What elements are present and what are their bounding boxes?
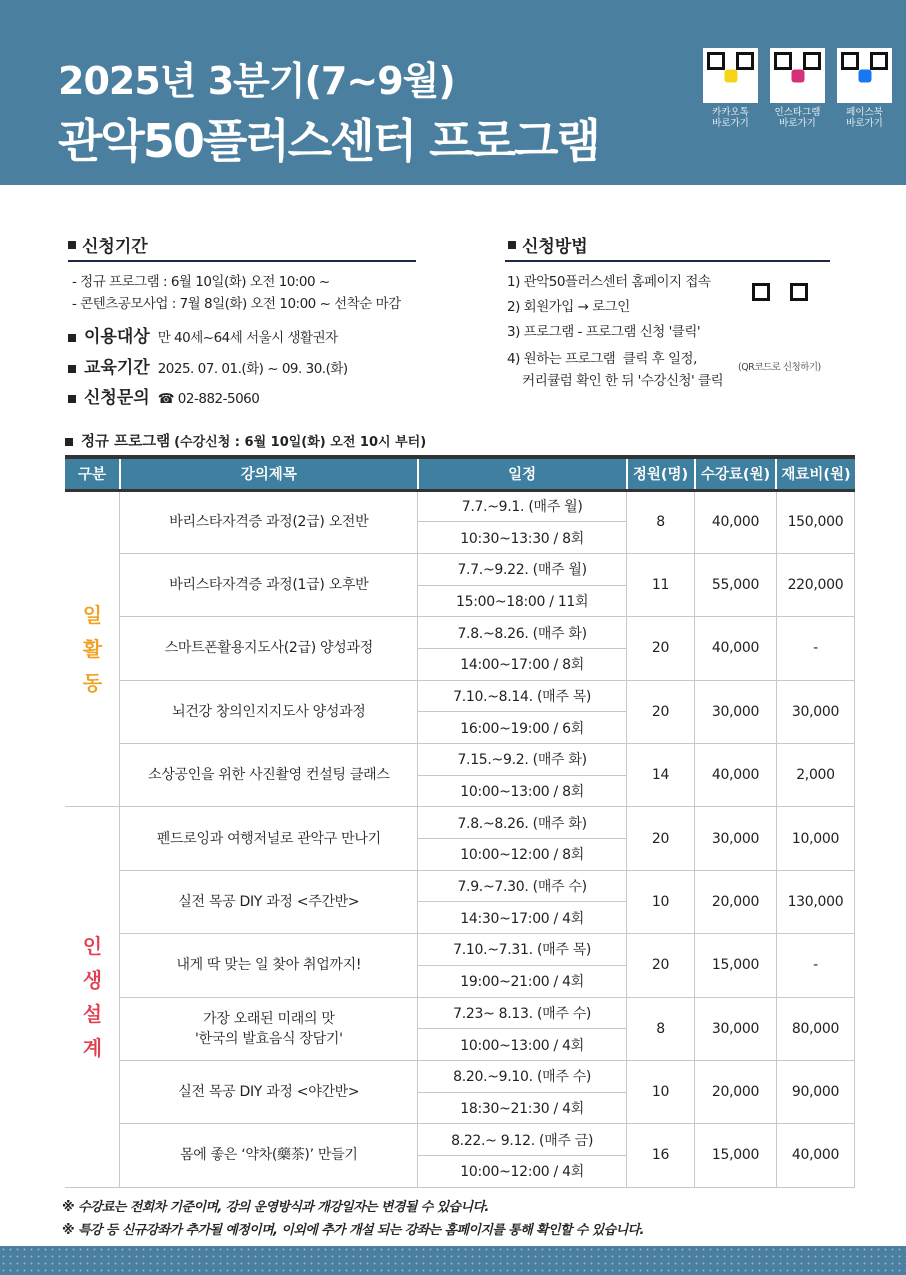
apply-step: 3) 프로그램 - 프로그램 신청 '클릭': [507, 324, 701, 340]
course-dates: 7.9.~7.30. (매주 수): [418, 870, 627, 902]
course-cap: 14: [627, 744, 695, 807]
qr-code[interactable]: [703, 48, 758, 103]
course-cap: 20: [627, 807, 695, 870]
bullet-icon: [68, 241, 76, 249]
course-time: 10:00~13:00 / 8회: [418, 775, 627, 807]
course-dates: 7.23~ 8.13. (매주 수): [418, 997, 627, 1029]
table-subtitle: (수강신청 : 6월 10일(화) 오전 10시 부터): [174, 435, 427, 450]
table-row: [65, 997, 855, 1029]
course-time: 10:00~13:00 / 4회: [418, 1029, 627, 1061]
course-cap: 8: [627, 997, 695, 1060]
course-title: 펜드로잉과 여행저널로 관악구 만나기: [120, 807, 418, 870]
course-dates: 7.7.~9.22. (매주 월): [418, 553, 627, 585]
course-cap: 20: [627, 934, 695, 997]
course-dates: 7.10.~7.31. (매주 목): [418, 934, 627, 966]
course-time: 14:00~17:00 / 8회: [418, 648, 627, 680]
facebook-icon: [858, 69, 871, 82]
course-dates: 7.7.~9.1. (매주 월): [418, 490, 627, 522]
course-cap: 11: [627, 553, 695, 616]
contact-phone[interactable]: ☎ 02-882-5060: [157, 391, 260, 407]
target-value: 만 40세~64세 서울시 생활권자: [157, 330, 338, 346]
course-cap: 16: [627, 1124, 695, 1187]
program-table: [65, 455, 855, 1188]
footer-band: [0, 1246, 906, 1275]
qr-label: 바로가기: [779, 118, 816, 129]
bullet-icon: [508, 241, 516, 249]
qr-link-instagram[interactable]: [770, 48, 825, 129]
table-row: [65, 617, 855, 649]
course-title: 바리스타자격증 과정(2급) 오전반: [120, 490, 418, 553]
course-mat: -: [776, 934, 854, 997]
qr-links: [703, 48, 892, 129]
column-header: 일정: [418, 457, 627, 490]
course-mat: 220,000: [776, 553, 854, 616]
course-mat: -: [776, 617, 854, 680]
course-time: 18:30~21:30 / 4회: [418, 1092, 627, 1124]
table-row: [65, 490, 855, 522]
course-dates: 7.15.~9.2. (매주 화): [418, 744, 627, 776]
bullet-icon: [68, 365, 76, 373]
table-row: [65, 680, 855, 712]
course-fee: 40,000: [695, 490, 777, 553]
heading-text: 신청기간: [82, 237, 148, 257]
course-dates: 7.8.~8.26. (매주 화): [418, 807, 627, 839]
course-time: 14:30~17:00 / 4회: [418, 902, 627, 934]
qr-code[interactable]: [837, 48, 892, 103]
course-time: 16:00~19:00 / 6회: [418, 712, 627, 744]
qr-label: 바로가기: [846, 118, 883, 129]
column-header: 정원(명): [627, 457, 695, 490]
course-fee: 30,000: [695, 997, 777, 1060]
header-banner: [0, 0, 906, 185]
table-title: 정규 프로그램: [81, 434, 171, 450]
apply-method-heading: [508, 232, 588, 257]
table-row: [65, 1060, 855, 1092]
title-line2: 관악50플러스센터 프로그램: [58, 114, 599, 168]
qr-caption: [703, 107, 758, 129]
course-mat: 2,000: [776, 744, 854, 807]
table-row: [65, 1124, 855, 1156]
apply-step: 4) 원하는 프로그램 클릭 후 일정,: [507, 351, 697, 367]
title-line1: 2025년 3분기(7~9월): [58, 59, 455, 103]
apply-period-line: - 정규 프로그램 : 6월 10일(화) 오전 10:00 ~: [72, 274, 330, 290]
divider: [505, 260, 830, 262]
course-fee: 30,000: [695, 680, 777, 743]
course-dates: 8.22.~ 9.12. (매주 금): [418, 1124, 627, 1156]
contact-heading: 신청문의: [84, 388, 150, 408]
apply-step: 커리큘럼 확인 한 뒤 '수강신청' 클릭: [507, 373, 724, 389]
course-mat: 10,000: [776, 807, 854, 870]
edu-period-value: 2025. 07. 01.(화) ~ 09. 30.(화): [157, 361, 348, 377]
course-cap: 20: [627, 680, 695, 743]
bullet-icon: [68, 395, 76, 403]
course-fee: 55,000: [695, 553, 777, 616]
course-time: 15:00~18:00 / 11회: [418, 585, 627, 617]
qr-caption: (QR코드로 신청하기): [738, 362, 821, 373]
divider: [68, 260, 416, 262]
course-mat: 130,000: [776, 870, 854, 933]
apply-step: 1) 관악50플러스센터 홈페이지 접속: [507, 274, 711, 290]
course-dates: 7.10.~8.14. (매주 목): [418, 680, 627, 712]
course-time: 10:30~13:30 / 8회: [418, 522, 627, 554]
target-heading: 이용대상: [84, 327, 150, 347]
bullet-icon: [68, 334, 76, 342]
course-cap: 10: [627, 870, 695, 933]
course-fee: 30,000: [695, 807, 777, 870]
course-mat: 90,000: [776, 1060, 854, 1123]
course-fee: 15,000: [695, 1124, 777, 1187]
course-time: 10:00~12:00 / 8회: [418, 839, 627, 871]
course-dates: 7.8.~8.26. (매주 화): [418, 617, 627, 649]
note: ※ 수강료는 전회차 기준이며, 강의 운영방식과 개강일자는 변경될 수 있습니다.: [62, 1200, 489, 1215]
apply-period-line: - 콘텐츠공모사업 : 7월 8일(화) 오전 10:00 ~ 선착순 마감: [72, 296, 401, 312]
course-mat: 80,000: [776, 997, 854, 1060]
qr-caption: [770, 107, 825, 129]
table-heading: [65, 430, 426, 451]
course-cap: 10: [627, 1060, 695, 1123]
course-cap: 20: [627, 617, 695, 680]
qr-code[interactable]: [770, 48, 825, 103]
bullet-icon: [65, 438, 73, 446]
target-row: [68, 322, 338, 347]
group-label: 인 생 설 계: [65, 807, 120, 1187]
course-dates: 8.20.~9.10. (매주 수): [418, 1060, 627, 1092]
edu-period-heading: 교육기간: [84, 358, 150, 378]
instagram-icon: [791, 69, 804, 82]
course-title: 내게 딱 맞는 일 찾아 취업까지!: [120, 934, 418, 997]
qr-label: 바로가기: [712, 118, 749, 129]
column-header: 강의제목: [120, 457, 418, 490]
column-header: 수강료(원): [695, 457, 777, 490]
qr-label: 페이스북: [846, 107, 883, 118]
table-row: [65, 744, 855, 776]
course-cap: 8: [627, 490, 695, 553]
course-fee: 15,000: [695, 934, 777, 997]
course-fee: 20,000: [695, 1060, 777, 1123]
course-title: 실전 목공 DIY 과정 <야간반>: [120, 1060, 418, 1123]
course-fee: 20,000: [695, 870, 777, 933]
column-header: 재료비(원): [776, 457, 854, 490]
course-title: 뇌건강 창의인지지도사 양성과정: [120, 680, 418, 743]
qr-link-facebook[interactable]: [837, 48, 892, 129]
edu-period-row: [68, 353, 348, 378]
kakaotalk-icon: [724, 69, 737, 82]
course-time: 10:00~12:00 / 4회: [418, 1155, 627, 1187]
qr-label: 카카오톡: [712, 107, 749, 118]
course-mat: 40,000: [776, 1124, 854, 1187]
course-title: 실전 목공 DIY 과정 <주간반>: [120, 870, 418, 933]
apply-qr-code[interactable]: [748, 279, 812, 343]
table-row: [65, 553, 855, 585]
table-header-row: [65, 457, 855, 490]
course-fee: 40,000: [695, 744, 777, 807]
course-fee: 40,000: [695, 617, 777, 680]
table-row: [65, 934, 855, 966]
qr-link-kakaotalk[interactable]: [703, 48, 758, 129]
heading-text: 신청방법: [522, 237, 588, 257]
course-title: 몸에 좋은 ‘약차(藥茶)’ 만들기: [120, 1124, 418, 1187]
apply-step: 2) 회원가입 → 로그인: [507, 299, 630, 315]
course-time: 19:00~21:00 / 4회: [418, 965, 627, 997]
course-title: 소상공인을 위한 사진촬영 컨설팅 클래스: [120, 744, 418, 807]
table-row: [65, 870, 855, 902]
group-label: 일 활 동: [65, 490, 120, 807]
column-header: 구분: [65, 457, 120, 490]
course-mat: 150,000: [776, 490, 854, 553]
course-title: 바리스타자격증 과정(1급) 오후반: [120, 553, 418, 616]
course-title: 가장 오래된 미래의 맛 '한국의 발효음식 장담기': [120, 997, 418, 1060]
apply-period-heading: [68, 232, 148, 257]
qr-label: 인스타그램: [774, 107, 821, 118]
course-title: 스마트폰활용지도사(2급) 양성과정: [120, 617, 418, 680]
note: ※ 특강 등 신규강좌가 추가될 예정이며, 이외에 추가 개설 되는 강좌는 홈페이지를 통해 확인할 수 있습니다.: [62, 1223, 644, 1238]
qr-caption: [837, 107, 892, 129]
course-mat: 30,000: [776, 680, 854, 743]
contact-row: [68, 383, 259, 408]
table-row: [65, 807, 855, 839]
